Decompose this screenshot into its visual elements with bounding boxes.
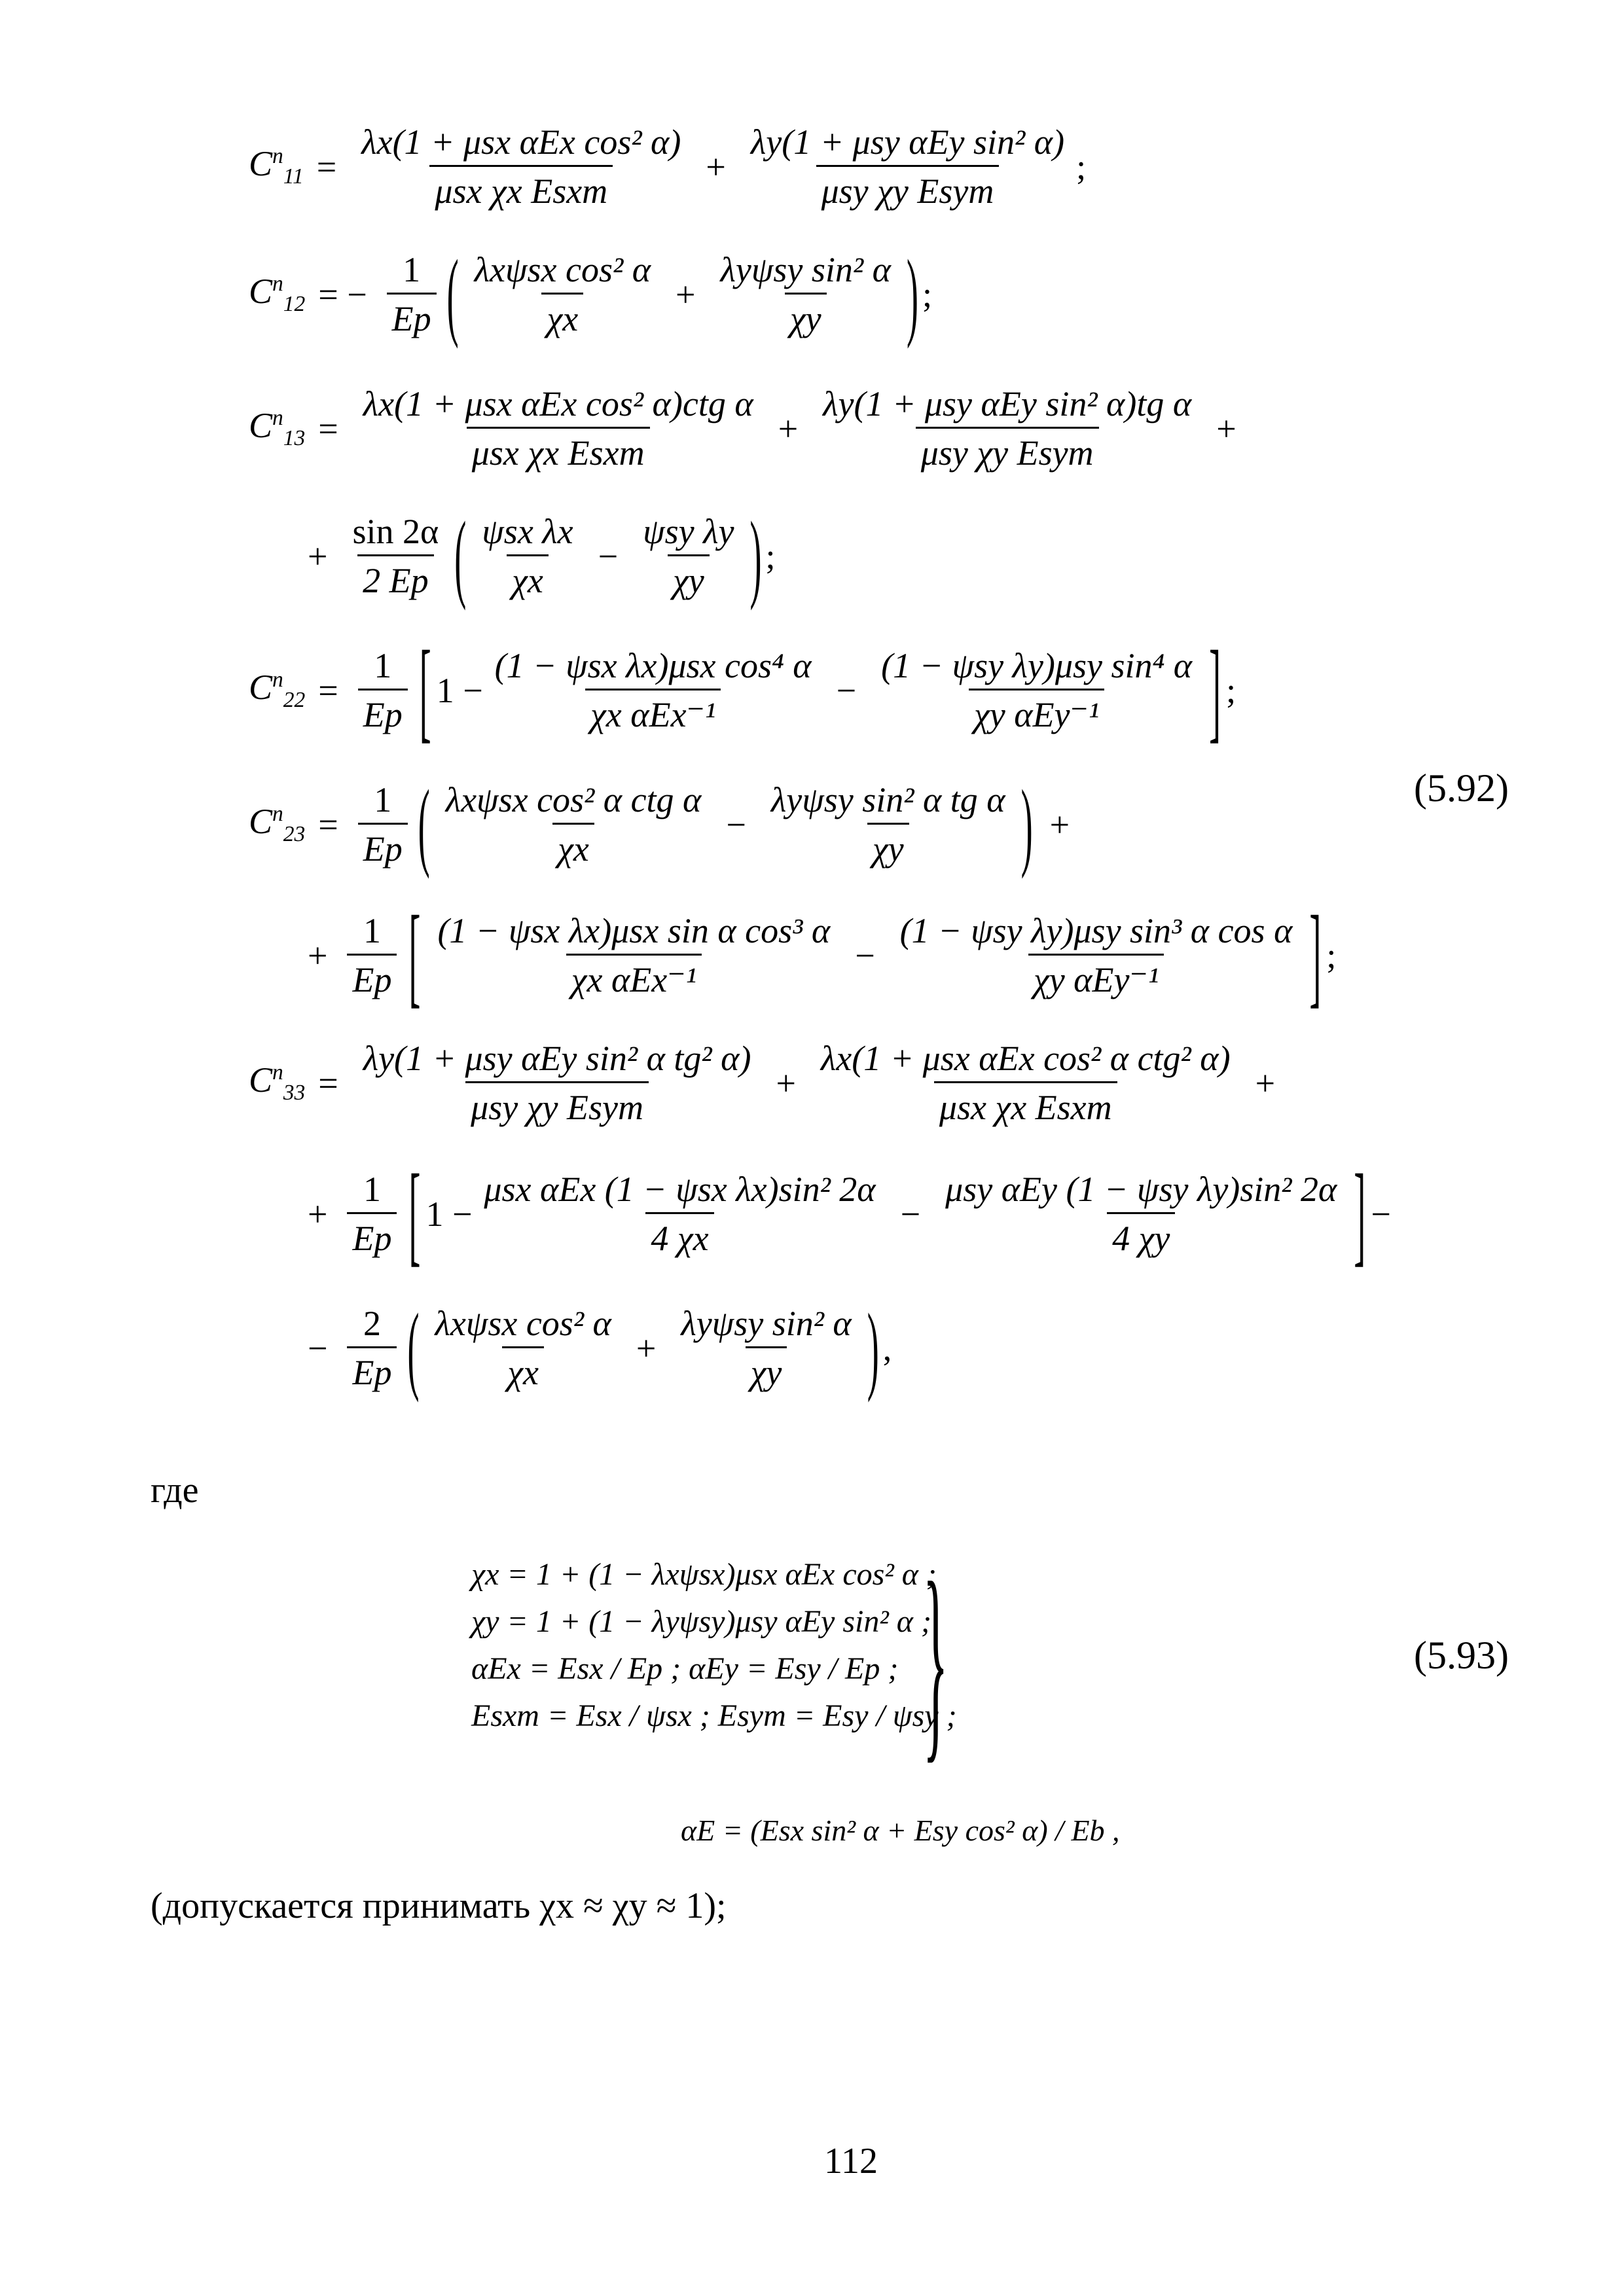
right-paren: ) xyxy=(749,501,762,611)
c13b-term2: $\frac{\text{ψsy λy}}{\chi y}$ xyxy=(643,512,734,600)
plus-sign: + xyxy=(676,274,696,314)
terminator: , xyxy=(882,1328,892,1368)
plus-sign: + xyxy=(778,408,799,448)
c13b-term1: $\frac{\text{ψsx λx}}{\chi x}$ xyxy=(482,512,573,600)
equation-c33-continued-2 xyxy=(295,1293,892,1403)
c23b-term1: $\frac{\text{(1 − ψsx λx)μsx sin α cos³ α}}{\text{χx αEx⁻¹}}$ xyxy=(437,911,831,999)
c23-coefficient: $\frac{1}{Ep}$ xyxy=(358,782,408,867)
left-bracket: [ xyxy=(408,1151,421,1277)
equation-number-5-92: (5.92) xyxy=(1414,766,1509,810)
terminator: ; xyxy=(765,536,776,576)
approximation-note: (допускается принимать χx ≈ χy ≈ 1); xyxy=(151,1886,727,1926)
plus-sign: + xyxy=(706,147,726,187)
continuation-sign: + xyxy=(1216,408,1236,448)
one-minus: 1 − xyxy=(425,1194,473,1234)
equals-minus: = − xyxy=(318,274,367,314)
c12-lhs: $C^n_{12}$ xyxy=(249,272,306,317)
c12-coefficient: $\frac{1}{Ep}$ xyxy=(387,252,437,336)
c23-lhs: $C^n_{23}$ xyxy=(249,802,306,847)
definition-alpha-e: αEx = Esx / Ep ; αEy = Esy / Ep ; xyxy=(471,1651,899,1686)
terminator: ; xyxy=(1326,935,1337,975)
plus-sign: + xyxy=(776,1063,796,1103)
equals-sign: = xyxy=(318,408,338,448)
equation-c23-continued xyxy=(295,892,1337,1018)
definition-chi-y: χy = 1 + (1 − λyψsy)μsy αEy sin² α ; xyxy=(471,1604,931,1639)
c33-lhs: $C^n_{33}$ xyxy=(249,1060,306,1105)
equation-number-5-93: (5.93) xyxy=(1414,1634,1509,1677)
c23b-term2: $\frac{\text{(1 − ψsy λy)μsy sin³ α cos α}}{\text{χy αEy⁻¹}}$ xyxy=(899,911,1293,999)
c33b-coefficient: $\frac{1}{Ep}$ xyxy=(347,1172,397,1256)
c22-term1: $\frac{\text{(1 − ψsx λx)μsx cos⁴ α}}{\text{χx αEx⁻¹}}$ xyxy=(494,646,812,734)
c23b-coefficient: $\frac{1}{Ep}$ xyxy=(347,913,397,997)
equation-c11 xyxy=(249,124,1086,209)
equation-c13 xyxy=(249,386,1250,471)
equation-c13-continued xyxy=(295,501,776,611)
c12-term1: $\frac{\text{λxψsx cos² α}}{\chi x}$ xyxy=(474,250,651,338)
one-minus: 1 − xyxy=(436,670,483,710)
c13-term2: $\frac{\text{λy(1 + μsy αEy sin² α)tg α}}{\text{μsy χy Esym}}$ xyxy=(823,384,1192,473)
definitions-block xyxy=(471,1551,957,1740)
c12-term2: $\frac{\text{λyψsy sin² α}}{\chi y}$ xyxy=(720,250,891,338)
left-paren: ( xyxy=(418,769,430,880)
c22-coefficient: $\frac{1}{Ep}$ xyxy=(358,648,408,732)
c33c-coefficient: $\frac{2}{Ep}$ xyxy=(347,1306,397,1390)
c13-term1: $\frac{\text{λx(1 + μsx αEx cos² α)ctg α}}{\text{μsx χx Esxm}}$ xyxy=(363,384,753,473)
c33b-term2: $\frac{\text{μsy αEy (1 − ψsy λy)sin² 2α}}{4 \chi y}$ xyxy=(945,1170,1337,1258)
minus-sign: − xyxy=(726,804,746,844)
lead-sign: − xyxy=(308,1328,328,1368)
right-brace: } xyxy=(923,1541,948,1783)
minus-sign: − xyxy=(598,536,619,576)
c13b-coefficient: $\frac{\sin 2\alpha}{2 Ep}$ xyxy=(352,512,439,600)
right-paren: ) xyxy=(1020,769,1033,880)
minus-sign: − xyxy=(855,935,875,975)
right-paren: ) xyxy=(906,239,918,350)
c23-term2: $\frac{\text{λyψsy sin² α tg α}}{\chi y}$ xyxy=(770,780,1005,869)
lead-sign: + xyxy=(308,935,328,975)
terminator: ; xyxy=(922,274,932,314)
page-number: 112 xyxy=(824,2141,878,2181)
continuation-sign: + xyxy=(1049,804,1070,844)
where-word: где xyxy=(151,1470,199,1511)
c33c-term2: $\frac{\text{λyψsy sin² α}}{\chi y}$ xyxy=(681,1304,852,1392)
c22-term2: $\frac{\text{(1 − ψsy λy)μsy sin⁴ α}}{\text{χy αEy⁻¹}}$ xyxy=(881,646,1193,734)
c33b-term1: $\frac{\text{μsx αEx (1 − ψsx λx)sin² 2α}}{4 \chi x}$ xyxy=(484,1170,876,1258)
equals-sign: = xyxy=(318,804,338,844)
right-bracket: ] xyxy=(1309,892,1322,1018)
right-paren: ) xyxy=(867,1293,879,1403)
right-bracket: ] xyxy=(1354,1151,1366,1277)
right-bracket: ] xyxy=(1209,627,1221,753)
left-bracket: [ xyxy=(408,892,421,1018)
equals-sign: = xyxy=(318,1063,338,1103)
equals-sign: = xyxy=(318,670,338,710)
left-paren: ( xyxy=(446,239,459,350)
c11-term2: $\frac{\text{λy(1 + μsy αEy sin² α)}}{\text{μsy χy Esym}}$ xyxy=(750,122,1065,211)
equals-sign: = xyxy=(316,147,337,187)
definition-chi-x: χx = 1 + (1 − λxψsx)μsx αEx cos² α ; xyxy=(471,1557,937,1592)
left-paren: ( xyxy=(407,1293,420,1403)
left-paren: ( xyxy=(454,501,467,611)
c33-term1: $\frac{\text{λy(1 + μsy αEy sin² α tg² α)}}{\text{μsy χy Esym}}$ xyxy=(363,1039,751,1127)
continuation-sign: − xyxy=(1371,1194,1391,1234)
continuation-sign: + xyxy=(1255,1063,1276,1103)
alpha-e-formula: αE = (Esx sin² α + Esy cos² α) / Eb , xyxy=(681,1814,1120,1847)
c11-lhs: $C^n_{11}$ xyxy=(249,144,304,189)
c23-term1: $\frac{\text{λxψsx cos² α ctg α}}{\chi x}$ xyxy=(445,780,702,869)
terminator: ; xyxy=(1076,147,1087,187)
plus-sign: + xyxy=(636,1328,657,1368)
definition-e-sxm: Esxm = Esx / ψsx ; Esym = Esy / ψsy ; xyxy=(471,1698,957,1733)
left-bracket: [ xyxy=(419,627,431,753)
c22-lhs: $C^n_{22}$ xyxy=(249,668,306,713)
equation-c12 xyxy=(249,239,932,350)
equation-c22 xyxy=(249,627,1236,753)
c33-term2: $\frac{\text{λx(1 + μsx αEx cos² α ctg² α)}}{\text{μsx χx Esxm}}$ xyxy=(820,1039,1231,1127)
minus-sign: − xyxy=(836,670,857,710)
lead-sign: + xyxy=(308,1194,328,1234)
terminator: ; xyxy=(1226,670,1236,710)
c11-term1: $\frac{\text{λx(1 + μsx αEx cos² α)}}{\text{μsx χx Esxm}}$ xyxy=(361,122,681,211)
equation-c33 xyxy=(249,1041,1288,1125)
equation-c23 xyxy=(249,769,1083,880)
c33c-term1: $\frac{\text{λxψsx cos² α}}{\chi x}$ xyxy=(435,1304,611,1392)
minus-sign: − xyxy=(900,1194,921,1234)
c13-lhs: $C^n_{13}$ xyxy=(249,406,306,451)
lead-sign: + xyxy=(308,536,328,576)
equation-c33-continued-1 xyxy=(295,1151,1391,1277)
